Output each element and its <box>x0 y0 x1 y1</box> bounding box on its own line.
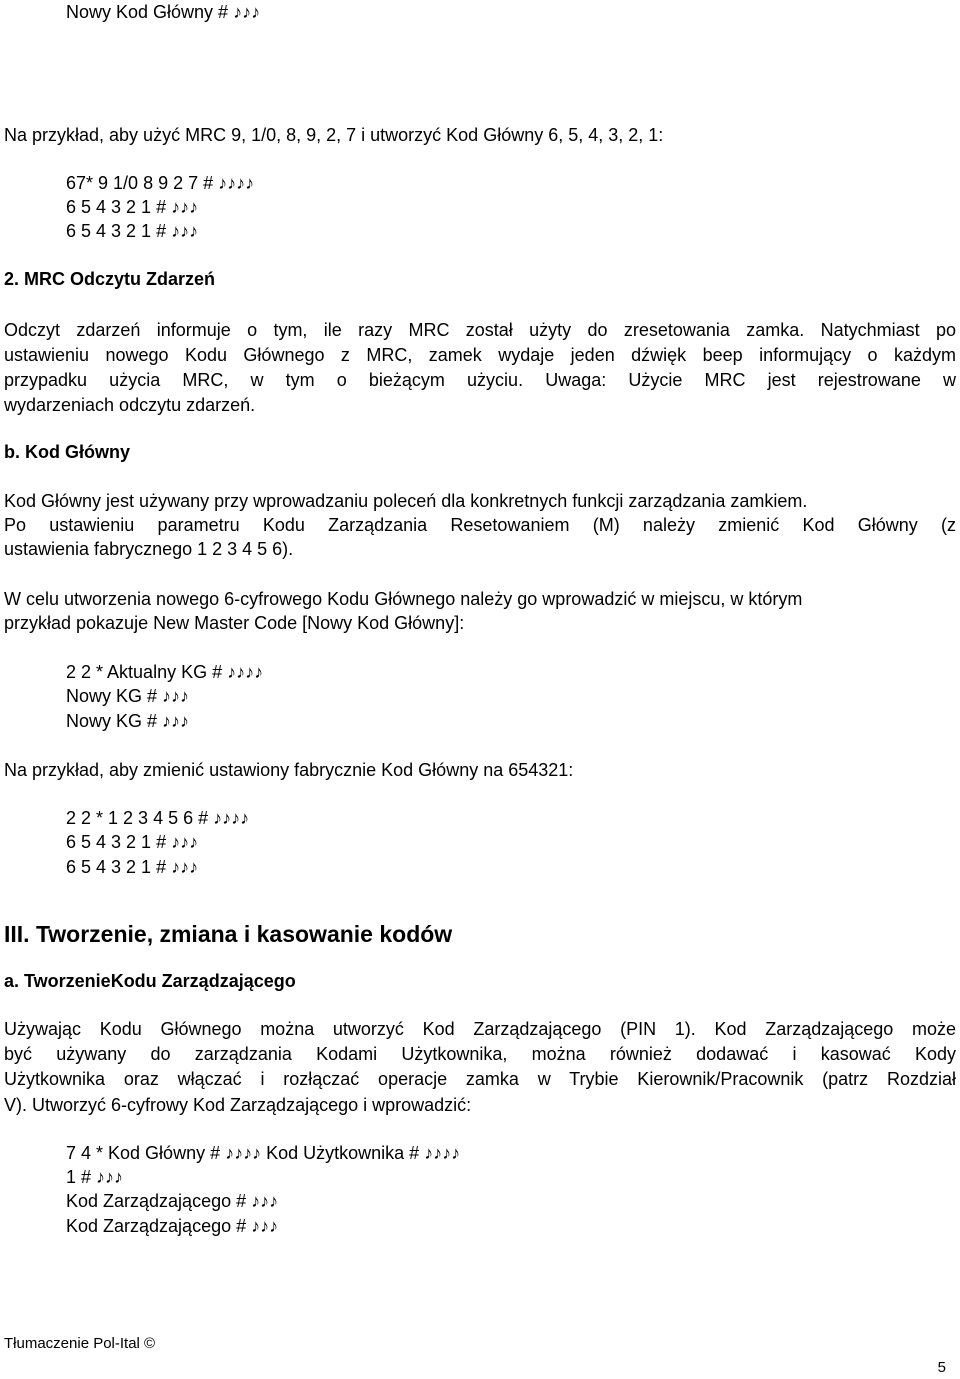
example-intro: Na przykład, aby zmienić ustawiony fabrycznie Kod Główny na 654321: <box>4 760 574 780</box>
code-line: Nowy KG # ♪♪♪ <box>66 686 190 706</box>
code-line: 6 5 4 3 2 1 # ♪♪♪ <box>66 197 199 217</box>
paragraph-line: wydarzeniach odczytu zdarzeń. <box>4 395 256 415</box>
paragraph-line: Odczyt zdarzeń informuje o tym, ile razy MRC został użyty do zresetowania zamka. Natychmiast po <box>4 320 956 340</box>
section-heading: b. Kod Główny <box>4 442 130 462</box>
paragraph-line: Kod Główny jest używany przy wprowadzaniu poleceń dla konkretnych funkcji zarządzania zamkiem. <box>4 491 808 511</box>
section-heading: a. TworzenieKodu Zarządzającego <box>4 971 296 991</box>
code-line: 6 5 4 3 2 1 # ♪♪♪ <box>66 857 199 877</box>
paragraph-line: przypadku użycia MRC, w tym o bieżącym użyciu. Uwaga: Użycie MRC jest rejestrowane w <box>4 370 956 390</box>
paragraph-line: W celu utworzenia nowego 6-cyfrowego Kodu Głównego należy go wprowadzić w miejscu, w którym <box>4 589 803 609</box>
paragraph-line: V). Utworzyć 6-cyfrowy Kod Zarządzającego i wprowadzić: <box>4 1095 472 1115</box>
paragraph-line: ustawienia fabrycznego 1 2 3 4 5 6). <box>4 539 294 559</box>
paragraph-line: przykład pokazuje New Master Code [Nowy Kod Główny]: <box>4 613 465 633</box>
code-line: 6 5 4 3 2 1 # ♪♪♪ <box>66 832 199 852</box>
footer-credit: Tłumaczenie Pol-Ital © <box>4 1335 156 1352</box>
code-line: Nowy Kod Główny # ♪♪♪ <box>66 2 261 22</box>
section-heading: 2. MRC Odczytu Zdarzeń <box>4 269 216 289</box>
code-line: 6 5 4 3 2 1 # ♪♪♪ <box>66 221 199 241</box>
paragraph-line: ustawieniu nowego Kodu Głównego z MRC, zamek wydaje jeden dźwięk beep informujący o każdym <box>4 345 956 365</box>
paragraph-line: Użytkownika oraz włączać i rozłączać operacje zamka w Trybie Kierownik/Pracownik (patrz Rozdział <box>4 1069 956 1089</box>
code-line: 2 2 * 1 2 3 4 5 6 # ♪♪♪♪ <box>66 808 250 828</box>
code-line: 67* 9 1/0 8 9 2 7 # ♪♪♪♪ <box>66 173 255 193</box>
code-line: Nowy KG # ♪♪♪ <box>66 711 190 731</box>
code-line: Kod Zarządzającego # ♪♪♪ <box>66 1191 279 1211</box>
paragraph-line: Używając Kodu Głównego można utworzyć Kod Zarządzającego (PIN 1). Kod Zarządzającego może <box>4 1019 956 1039</box>
page-number: 5 <box>937 1359 946 1376</box>
chapter-heading: III. Tworzenie, zmiana i kasowanie kodów <box>4 921 453 947</box>
code-line: 1 # ♪♪♪ <box>66 1167 124 1187</box>
code-line: 7 4 * Kod Główny # ♪♪♪♪ Kod Użytkownika # ♪♪♪♪ <box>66 1143 461 1163</box>
example-intro: Na przykład, aby użyć MRC 9, 1/0, 8, 9, 2, 7 i utworzyć Kod Główny 6, 5, 4, 3, 2, 1: <box>4 125 664 145</box>
paragraph-line: być używany do zarządzania Kodami Użytkownika, można również dodawać i kasować Kody <box>4 1044 956 1064</box>
code-line: 2 2 * Aktualny KG # ♪♪♪♪ <box>66 662 264 682</box>
code-line: Kod Zarządzającego # ♪♪♪ <box>66 1216 279 1236</box>
paragraph-line: Po ustawieniu parametru Kodu Zarządzania Resetowaniem (M) należy zmienić Kod Główny (z <box>4 515 956 535</box>
